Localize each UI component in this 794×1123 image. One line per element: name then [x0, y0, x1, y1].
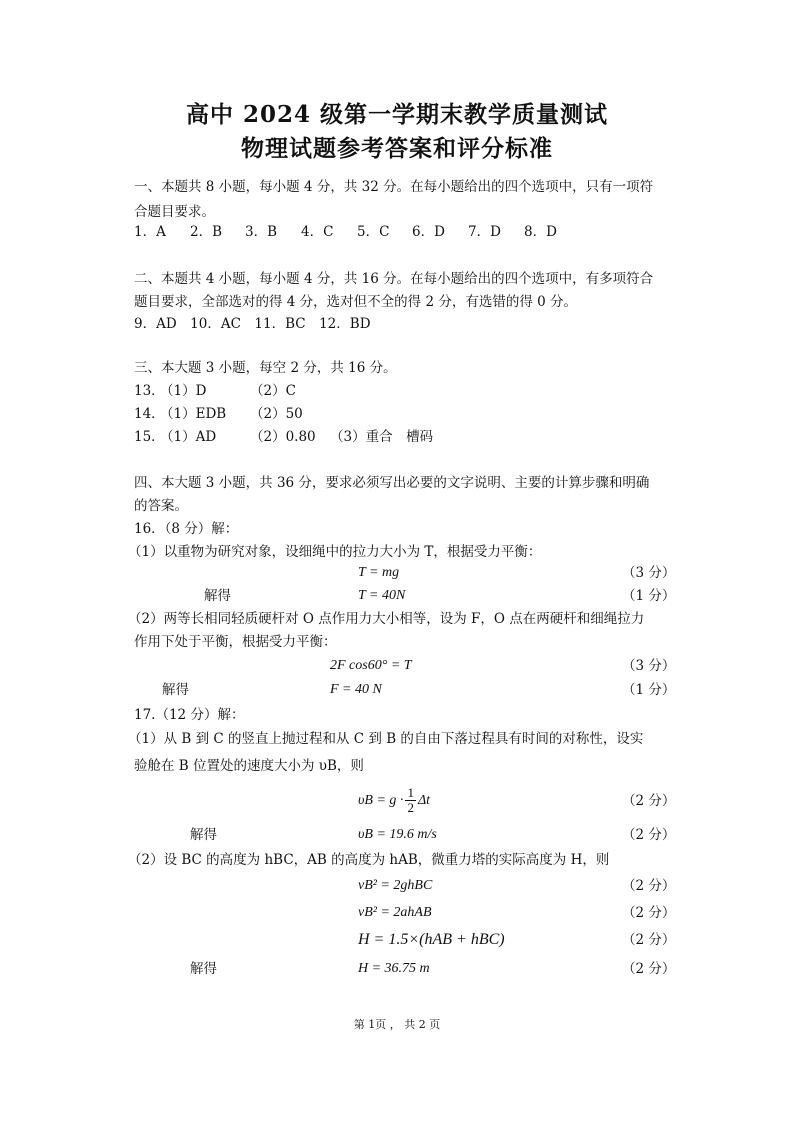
section1-header-line2: 合题目要求。: [134, 204, 215, 220]
section1-header-line1: 一、本题共 8 小题，每小题 4 分，共 32 分。在每小题给出的四个选项中，只有一项符: [134, 179, 654, 195]
section4-header-line1: 四、本大题 3 小题，共 36 分，要求必须写出必要的文字说明、主要的计算步骤和明确: [134, 475, 650, 491]
q15-number: 15．: [134, 429, 165, 445]
q15-answer3: （3）重合 槽码: [330, 429, 434, 445]
q16-equation-2: T = 40N: [358, 588, 406, 603]
q16-part1-text: （1）以重物为研究对象，设细绳中的拉力大小为 T，根据受力平衡：: [128, 544, 542, 560]
q17-part1-text-line1: （1）从 B 到 C 的竖直上抛过程和从 C 到 B 的自由下落过程具有时间的对称性，设实: [128, 731, 644, 747]
q17-score-2: （2 分）: [622, 827, 676, 843]
section3-header: 三、本大题 3 小题，每空 2 分，共 16 分。: [134, 360, 397, 376]
q16-equation-1: T = mg: [358, 565, 400, 580]
one-half-fraction: [405, 786, 416, 815]
q17-score-5: （2 分）: [622, 932, 676, 948]
answer-8: 8．D: [524, 224, 557, 240]
document-title: 高中 2024 级第一学期末教学质量测试: [185, 101, 609, 128]
q17-score-4: （2 分）: [622, 905, 676, 921]
q17-equation-6: H = 36.75 m: [358, 961, 430, 976]
document-subtitle: 物理试题参考答案和评分标准: [241, 135, 553, 162]
q16-score-2: （1 分）: [622, 588, 676, 604]
q14-answer1: （1）EDB: [160, 406, 227, 422]
q16-score-1: （3 分）: [622, 565, 676, 581]
answer-4: 4．C: [301, 224, 334, 240]
section4-header-line2: 的答案。: [134, 498, 188, 514]
q13-answer1: （1）D: [160, 383, 207, 399]
q16-equation-3: 2F cos60° = T: [330, 658, 412, 673]
fraction-numerator: 1: [407, 785, 414, 801]
q16-solve-label-2: 解得: [162, 682, 189, 698]
answer-5: 5．C: [357, 224, 390, 240]
q17-solve-label-2: 解得: [190, 961, 217, 977]
q16-score-4: （1 分）: [622, 682, 676, 698]
q17-score-3: （2 分）: [622, 878, 676, 894]
q17-part2-text: （2）设 BC 的高度为 hBC，AB 的高度为 hAB，微重力塔的实际高度为 H，则: [128, 852, 610, 868]
q16-part2-text-line1: （2）两等长相同轻质硬杆对 O 点作用力大小相等，设为 F，O 点在两硬杆和细绳拉力: [128, 611, 645, 627]
answer-7: 7．D: [468, 224, 501, 240]
q17-equation-4: vB² = 2ahAB: [358, 905, 432, 920]
section2-answers: 9．AD 10．AC 11．BC 12．BD: [134, 316, 371, 332]
q13-number: 13．: [134, 383, 165, 399]
q17-equation-5: H = 1.5×(hAB + hBC): [358, 931, 505, 948]
q17-eq1-right: Δt: [417, 793, 431, 808]
q17-score-1: （2 分）: [622, 793, 676, 809]
q16-part2-text-line2: 作用下处于平衡，根据受力平衡：: [134, 634, 337, 650]
q14-number: 14．: [134, 406, 165, 422]
answer-1: 1．A: [134, 224, 166, 240]
answer-2: 2．B: [190, 224, 223, 240]
q17-equation-2: υB = 19.6 m/s: [358, 827, 437, 842]
q16-equation-4: F = 40 N: [330, 682, 382, 697]
q17-solve-label-1: 解得: [190, 827, 217, 843]
fraction-denominator: 2: [407, 800, 414, 816]
q17-heading: 17.（12 分）解：: [134, 707, 245, 723]
section2-header-line1: 二、本题共 4 小题，每小题 4 分，共 16 分。在每小题给出的四个选项中，有多项符合: [134, 271, 654, 287]
q17-score-6: （2 分）: [622, 961, 676, 977]
q17-equation-3: vB² = 2ghBC: [358, 878, 433, 893]
q17-part1-text-line2: 验舱在 B 位置处的速度大小为 υB，则: [134, 758, 364, 774]
q16-score-3: （3 分）: [622, 658, 676, 674]
q15-answer1: （1）AD: [160, 429, 217, 445]
answer-6: 6．D: [412, 224, 445, 240]
q17-eq1-left: υB = g ·: [358, 793, 404, 808]
q14-answer2: （2）50: [250, 406, 303, 422]
page-footer: 第 1页 ， 共 2 页: [353, 1018, 441, 1031]
section2-header-line2: 题目要求，全部选对的得 4 分，选对但不全的得 2 分，有选错的得 0 分。: [134, 294, 578, 310]
answer-3: 3．B: [245, 224, 278, 240]
q13-answer2: （2）C: [250, 383, 296, 399]
q15-answer2: （2）0.80: [250, 429, 316, 445]
q17-equation-1: [358, 786, 430, 816]
q16-heading: 16．（8 分）解：: [134, 521, 239, 537]
q16-solve-label-1: 解得: [204, 588, 231, 604]
